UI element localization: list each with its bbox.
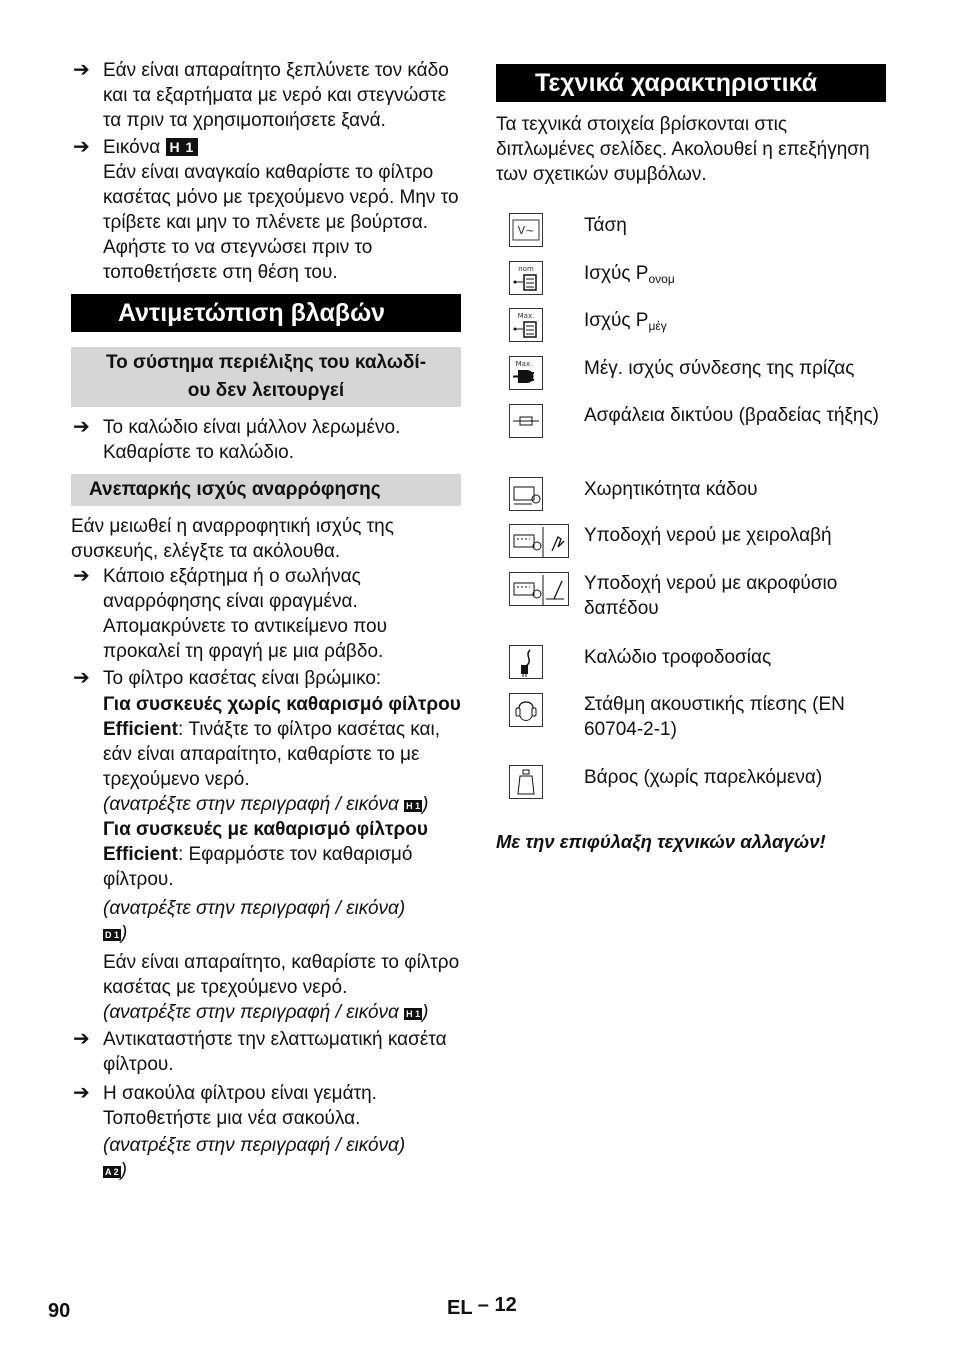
symbol-label: Καλώδιο τροφοδοσίας xyxy=(584,647,772,668)
symbol-label: Υποδοχή νερού με χειρολαβή xyxy=(584,525,832,546)
svg-text:V~: V~ xyxy=(517,224,535,237)
arrow-icon: ➔ xyxy=(73,1028,90,1050)
instruction-text: Το φίλτρο κασέτας είναι βρώμικο: xyxy=(103,668,382,689)
water-nozzle-icon xyxy=(509,572,569,606)
left-column xyxy=(71,58,461,1183)
socket-max-icon xyxy=(509,356,543,390)
instruction-filter-dirty xyxy=(71,666,461,691)
right-column xyxy=(496,64,886,854)
subsection-cable-rewind xyxy=(71,347,461,407)
suction-intro: Εάν μειωθεί η αναρροφητική ισχύς της συσκευής, ελέγξτε τα ακόλουθα. xyxy=(71,516,394,562)
symbol-label xyxy=(584,308,884,333)
arrow-icon: ➔ xyxy=(73,59,90,81)
para-bold: Για συσκευές με καθαρισμό φίλτρου Efficient xyxy=(103,819,428,865)
symbol-label-text: Ισχύς P xyxy=(584,263,649,284)
reference-text: (ανατρέξτε στην περιγραφή / εικόνα) xyxy=(103,898,406,919)
instruction-text: Αντικαταστήστε την ελαττωματική κασέτα φίλτρου. xyxy=(103,1029,447,1075)
power-cable-icon xyxy=(509,645,543,679)
voltage-icon xyxy=(509,213,543,247)
page-number: 90 xyxy=(48,1300,71,1322)
language-code: EL xyxy=(447,1297,473,1319)
symbol-label-sub: ονομ xyxy=(648,272,675,286)
reference-text: (ανατρέξτε στην περιγραφή / εικόνα xyxy=(103,794,399,815)
reference-badge: A 2 xyxy=(105,1167,119,1177)
water-handle-icon xyxy=(509,524,569,558)
reference-1: (ανατρέξτε στην περιγραφή / εικόνα H 1 ) xyxy=(103,794,429,815)
symbol-label: Στάθμη ακουστικής πίεσης (EN 60704-2-1) xyxy=(584,694,845,740)
nominal-power-icon xyxy=(509,261,543,295)
language-page: – 12 xyxy=(477,1294,517,1316)
arrow-icon: ➔ xyxy=(73,416,90,438)
symbol-label: Τάση xyxy=(584,215,627,236)
weight-icon xyxy=(509,765,543,799)
filter-cleaning-text: Εάν είναι αναγκαίο καθαρίστε το φίλτρο κασέτας μόνο με τρεχούμενο νερό. Μην το τρίβετε και μην το πλένετε με βούρτσα. Αφήστε το να στεγνώσει πριν το τοποθετήσετε στη θέση του. xyxy=(103,162,459,283)
instruction-rinse xyxy=(71,58,461,133)
reference-4: (ανατρέξτε στην περιγραφή / εικόνα) A 2 ) xyxy=(103,1135,406,1181)
instruction-replace-cassette xyxy=(71,1027,461,1077)
subsection-suction-power: Ανεπαρκής ισχύς αναρρόφησης xyxy=(71,474,461,506)
arrow-icon: ➔ xyxy=(73,667,90,689)
arrow-icon: ➔ xyxy=(73,1082,90,1104)
svg-text:nom: nom xyxy=(518,265,534,273)
symbol-label: Υποδοχή νερού με ακροφύσιο δαπέδου xyxy=(584,573,838,619)
fuse-icon xyxy=(509,404,543,438)
reference-text: (ανατρέξτε στην περιγραφή / εικόνα xyxy=(103,1002,399,1023)
section-title-troubleshooting: Αντιμετώπιση βλαβών xyxy=(71,294,461,332)
symbol-label: Μέγ. ισχύς σύνδεσης της πρίζας xyxy=(584,358,855,379)
symbol-label-text: Ισχύς P xyxy=(584,310,649,331)
symbol-label: Βάρος (χωρίς παρελκόμενα) xyxy=(584,767,823,788)
technical-changes-note: Με την επιφύλαξη τεχνικών αλλαγών! xyxy=(496,831,826,852)
instruction-text: Κάποιο εξάρτημα ή ο σωλήνας αναρρόφησης είναι φραγμένα. Απομακρύνετε το αντικείμενο που προκαλεί τη φραγή με μια ράβδο. xyxy=(103,566,387,662)
footer-center xyxy=(447,1296,517,1321)
svg-text:Max.: Max. xyxy=(515,360,533,368)
figure-badge: H 1 xyxy=(166,138,199,156)
instruction-cable-dirty xyxy=(71,415,461,465)
sound-pressure-icon xyxy=(509,693,543,727)
svg-text:Max.: Max. xyxy=(517,312,535,320)
para-with-efficient xyxy=(71,817,461,892)
subsection-title-line2: ου δεν λειτουργεί xyxy=(187,380,345,401)
subsection-title-line1: Το σύστημα περιέλιξης του καλωδί- xyxy=(105,352,427,373)
technical-intro: Τα τεχνικά στοιχεία βρίσκονται στις διπλωμένες σελίδες. Ακολουθεί η επεξήγηση των σχετικών συμβόλων. xyxy=(496,114,870,185)
instruction-figure xyxy=(71,135,461,160)
symbol-label: Χωρητικότητα κάδου xyxy=(584,479,758,500)
para-text: : Εφαρμόστε τον καθαρισμό φίλτρου. xyxy=(103,844,413,890)
reference-2: (ανατρέξτε στην περιγραφή / εικόνα) D 1 ) xyxy=(103,898,406,944)
symbol-label-sub: μέγ xyxy=(648,319,667,333)
reference-text: (ανατρέξτε στην περιγραφή / εικόνα) xyxy=(103,1135,406,1156)
container-icon xyxy=(509,477,543,511)
symbol-label: Ασφάλεια δικτύου (βραδείας τήξης) xyxy=(584,405,879,426)
instruction-text: Η σακούλα φίλτρου είναι γεμάτη. Τοποθετήστε μια νέα σακούλα. xyxy=(103,1083,377,1129)
arrow-icon: ➔ xyxy=(73,565,90,587)
instruction-text: Εάν είναι απαραίτητο ξεπλύνετε τον κάδο και τα εξαρτήματα με νερό και στεγνώστε τα πριν τα χρησιμοποιήσετε ξανά. xyxy=(103,60,449,131)
reference-badge: H 1 xyxy=(406,1009,421,1019)
para-no-efficient xyxy=(71,692,461,792)
figure-label: Εικόνα xyxy=(103,137,161,158)
reference-badge: H 1 xyxy=(406,801,421,811)
para-rinse-filter: Εάν είναι απαραίτητο, καθαρίστε το φίλτρο κασέτας με τρεχούμενο νερό. xyxy=(103,952,460,998)
instruction-bag-full xyxy=(71,1081,461,1131)
reference-3: (ανατρέξτε στην περιγραφή / εικόνα H 1 ) xyxy=(103,1002,429,1023)
instruction-text: Το καλώδιο είναι μάλλον λερωμένο. Καθαρίστε το καλώδιο. xyxy=(103,417,401,463)
arrow-icon: ➔ xyxy=(73,136,90,158)
para-bold: Για συσκευές χωρίς καθαρισμό φίλτρου Efficient xyxy=(103,694,461,740)
reference-badge: D 1 xyxy=(105,930,120,940)
instruction-blocked xyxy=(71,564,461,664)
section-title-technical: Τεχνικά χαρακτηριστικά xyxy=(496,64,886,102)
max-power-icon xyxy=(509,308,543,342)
para-text: : Τινάξτε το φίλτρο κασέτας και, εάν είναι απαραίτητο, καθαρίστε το με τρεχούμενο νερό. xyxy=(103,719,441,790)
symbol-list xyxy=(496,187,886,787)
symbol-label xyxy=(584,261,884,286)
